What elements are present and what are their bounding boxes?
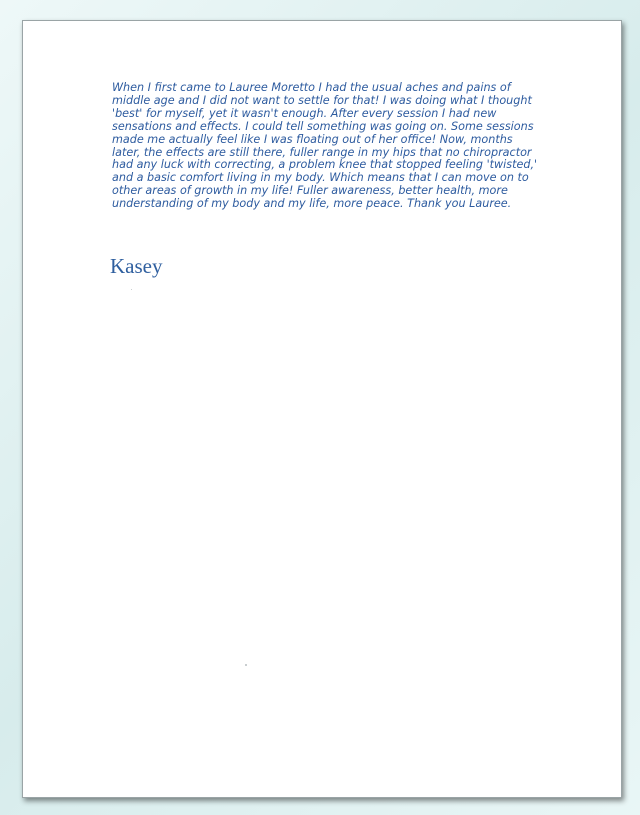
document-page: [22, 20, 622, 798]
testimonial-paragraph-2: and a basic comfort living in my body. Which means that I can move on to other areas of growth in my life! Fuller awareness, better health, more understanding of my body and my life, more peace. Thank you Lauree.: [112, 171, 529, 211]
scan-speck: [245, 664, 247, 666]
testimonial-paragraph-1: When I first came to Lauree Moretto I had the usual aches and pains of middle age and I did not want to settle for that! I was doing what I thought 'best' for myself, yet it wasn't enough. After every session I had new sensations and effects. I could tell something was going on. Some sessions made me actually feel like I was floating out of her office! Now, months later, the effects are still there, fuller range in my hips that no chiropractor had any luck with correcting, a problem knee that stopped feeling 'twisted,': [112, 81, 538, 172]
testimonial-text: [112, 82, 542, 211]
scan-speck: [131, 289, 132, 290]
signature-name: Kasey: [110, 254, 163, 278]
